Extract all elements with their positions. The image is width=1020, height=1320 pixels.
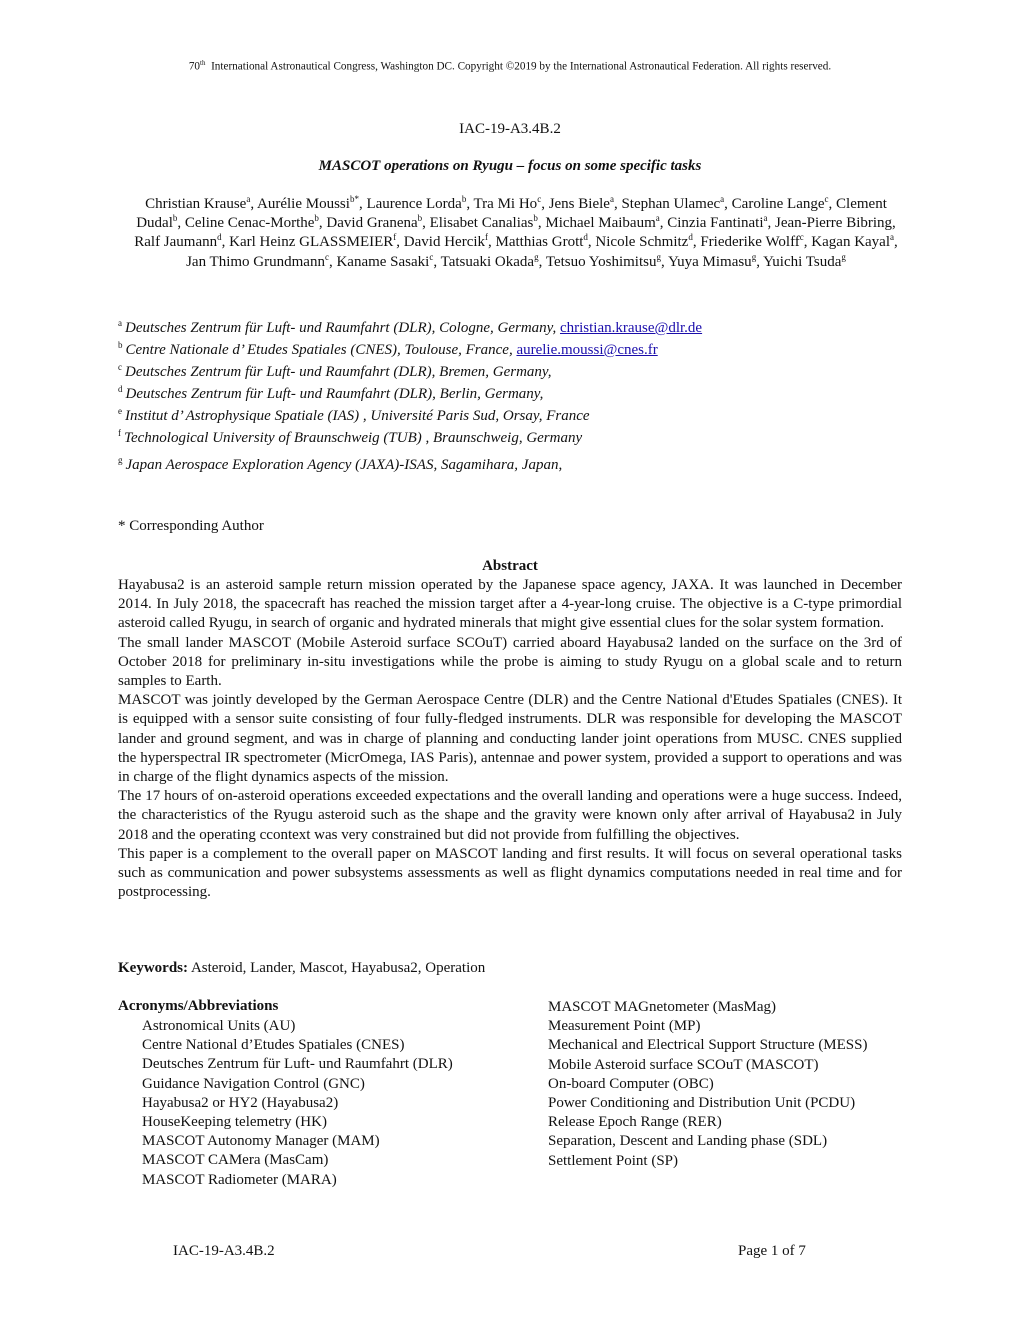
author-name: Tatsuaki Okada [440, 253, 535, 270]
keywords [118, 960, 485, 977]
author-name: Clement Dudal [136, 196, 887, 232]
author-affiliation-mark: c [799, 232, 804, 243]
keywords-label: Keywords: [118, 960, 188, 976]
author-affiliation-mark: b* [349, 194, 359, 204]
author-name: Ralf Jaumann [134, 234, 218, 251]
acronym-item: Release Epoch Range (RER) [548, 1114, 722, 1131]
affiliation-c [118, 356, 898, 378]
abstract-paragraph: MASCOT was jointly developed by the German Aerospace Centre (DLR) and the Centre National d'Etudes Spatiales (CNES). It is equipped with a sensor suite consisting of four fully-fledged instruments. DLR was responsible for developing the MASCOT lander and ground segment, and was in charge of planning and conducting lander joint operations from MUSC. CNES supplied the hyperspectral IR spectrometer (MicrOmega, IAS Paris), antennae and power system, provided a support to operations and was in charge of the flight dynamics aspects of the mission. [118, 692, 902, 786]
abstract-paragraph: Hayabusa2 is an asteroid sample return mission operated by the Japanese space agency, JAXA. It was launched in December 2014. In July 2018, the spacecraft has reached the mission target after a 4-year-long cruise. The objective is a C-type primordial asteroid called Ryugu, in search of organic and hydrated minerals that might give essential clues for the solar system formation. [118, 577, 902, 632]
paper-id: IAC-19-A3.4B.2 [459, 121, 561, 137]
affiliation-key: a [118, 318, 122, 328]
header-ordinal: 70 [188, 60, 201, 73]
author-affiliation-mark: c [537, 194, 542, 204]
author-name: Michael Maibaum [545, 215, 656, 232]
author-affiliation-mark: g [751, 251, 757, 262]
author-affiliation-mark: b [417, 213, 423, 224]
author-affiliation-mark: b [461, 194, 467, 204]
affiliation-text: Japan Aerospace Exploration Agency (JAXA)-ISAS, Sagamihara, Japan, [125, 457, 563, 473]
author-affiliation-mark: a [720, 194, 725, 204]
affiliation-key: c [118, 362, 122, 372]
header-ordinal-suffix: th [200, 59, 206, 67]
author-name: Kaname Sasaki [336, 253, 430, 270]
author-affiliation-mark: b [314, 213, 319, 224]
acronym-item: Separation, Descent and Landing phase (SDL) [548, 1133, 828, 1150]
author-name: Caroline Lange [731, 196, 825, 212]
affiliation-key: e [118, 406, 122, 416]
acronym-item: Guidance Navigation Control (GNC) [142, 1075, 365, 1092]
author-name: Kagan Kayal [811, 234, 891, 251]
author-name: Stephan Ulamec [621, 196, 721, 212]
author-affiliation-mark: a [246, 194, 251, 204]
author-affiliation-mark: b [533, 213, 538, 224]
affiliation-key: d [118, 384, 123, 394]
affiliation-text: Institut d’ Astrophysique Spatiale (IAS) , Université Paris Sud, Orsay, France [125, 408, 590, 424]
author-name: Cinzia Fantinati [667, 215, 764, 232]
author-affiliation-mark: g [841, 251, 846, 262]
acronym-item: Hayabusa2 or HY2 (Hayabusa2) [142, 1094, 339, 1111]
acronyms-right-column [548, 998, 902, 1171]
author-list: Christian Krause$^a$, Aurélie Moussi$^{b*}$, Laurence Lorda$^b$, Tra Mi Ho$^c$, Jens Biele$^a$, Stephan Ulamec$^a$, Caroline Lange$^c$, Clement Dudal$^b$, Celine Cenac-Morthe$^b$, David Granena$^b$, Elisabet Canalias$^b$, Michael Maibaum$^a$, Cinzia Fantinati$^a$, Jean-Pierre Bibring, Ralf Jaumann$^d$, Karl Heinz GLASSMEIER$^f$, David Hercik$^f$, Matthias Grott$^d$, Nicole Schmitz$^d$, Friederike Wolff$^c$, Kagan Kayal$^a$, Jan Thimo Grundmann$^c$, Kaname Sasaki$^c$, Tatsuaki Okada$^g$, Tetsuo Yoshimitsu$^g$, Yuya Mimasu$^g$, Yuichi Tsuda$^g$ [134, 194, 898, 270]
paper-title: MASCOT operations on Ryugu – focus on some specific tasks [318, 158, 702, 174]
author-name: Friederike Wolff [700, 234, 800, 251]
author-affiliation-mark: g [656, 251, 661, 262]
author-name: David Hercik [403, 234, 486, 251]
affiliation-a [118, 312, 898, 334]
acronym-item: MASCOT CAMera (MasCam) [142, 1152, 329, 1169]
author-name: Matthias Grott [495, 234, 584, 251]
acronym-item: MASCOT Autonomy Manager (MAM) [142, 1133, 380, 1150]
acronym-item: HouseKeeping telemetry (HK) [142, 1114, 327, 1131]
abstract-paragraph: The small lander MASCOT (Mobile Asteroid surface SCOuT) carried aboard Hayabusa2 landed on the surface on the 3rd of October 2018 for preliminary in-situ investigations while the probe is aiming to study Ryugu on a global scale and to return samples to Earth. [118, 634, 902, 690]
acronym-item: Mobile Asteroid surface SCOuT (MASCOT) [548, 1056, 819, 1073]
affiliation-g [118, 449, 898, 471]
acronym-item: Measurement Point (MP) [548, 1018, 701, 1035]
author-affiliation-mark: d [583, 232, 588, 243]
author-name: Jens Biele [548, 196, 610, 212]
author-name: Celine Cenac-Morthe [184, 215, 315, 232]
email-link[interactable]: christian.krause@dlr.de [559, 320, 703, 336]
abstract-body [118, 576, 902, 902]
author-affiliation-mark: a [655, 213, 660, 224]
footer-paper-id: IAC-19-A3.4B.2 [173, 1243, 275, 1259]
author-affiliation-mark: c [824, 194, 829, 204]
author-affiliation-mark: c [429, 251, 434, 262]
affiliation-list [118, 312, 898, 471]
author-affiliation-mark: d [688, 232, 693, 243]
author-name: David Granena [326, 215, 418, 232]
acronym-item: Mechanical and Electrical Support Structure (MESS) [548, 1037, 868, 1054]
acronyms-heading: Acronyms/Abbreviations [118, 998, 279, 1014]
abstract-paragraph: This paper is a complement to the overall paper on MASCOT landing and first results. It will focus on several operational tasks such as communication and power subsystems assessments as well as flight dynamics computations needed in real time and for postprocessing. [118, 845, 902, 901]
acronyms-left-column [142, 1017, 522, 1190]
running-header [0, 59, 1020, 73]
acronym-item: On-board Computer (OBC) [548, 1075, 714, 1092]
author-name: Jean-Pierre Bibring [774, 215, 893, 232]
affiliation-b [118, 334, 898, 356]
acronym-item: Astronomical Units (AU) [142, 1018, 296, 1034]
author-affiliation-mark: c [324, 251, 329, 262]
acronym-item: MASCOT MAGnetometer (MasMag) [548, 999, 777, 1015]
author-affiliation-mark: f [485, 232, 489, 243]
email-link[interactable]: aurelie.moussi@cnes.fr [516, 342, 658, 358]
acronym-item: Deutsches Zentrum für Luft- und Raumfahrt (DLR) [142, 1056, 453, 1073]
affiliation-d [118, 378, 898, 400]
author-affiliation-mark: a [763, 213, 768, 224]
author-name: Jan Thimo Grundmann [186, 253, 325, 270]
abstract-heading: Abstract [482, 558, 538, 574]
author-affiliation-mark: a [609, 194, 614, 204]
author-affiliation-mark: b [172, 213, 178, 224]
affiliation-text: Centre Nationale d’ Etudes Spatiales (CNES), Toulouse, France, [125, 342, 513, 358]
author-name: Yuya Mimasu [667, 253, 752, 270]
abstract-paragraph: The 17 hours of on-asteroid operations exceeded expectations and the overall landing and operations were a huge success. Indeed, the characteristics of the Ryugu asteroid such as the shape and the gravity were known only after arrival of Hayabusa2 in July 2018 and the operating ccontext was very constrained but did not provide from fulfilling the objectives. [118, 788, 902, 843]
author-name: Tetsuo Yoshimitsu [545, 253, 657, 270]
affiliation-key: b [118, 340, 123, 350]
affiliation-text: Deutsches Zentrum für Luft- und Raumfahrt (DLR), Cologne, Germany, [125, 320, 557, 336]
author-affiliation-mark: d [217, 232, 222, 243]
author-name: Karl Heinz GLASSMEIER [229, 234, 394, 251]
footer-page-number: Page 1 of 7 [738, 1243, 806, 1259]
affiliation-key: f [118, 428, 121, 438]
affiliation-e [118, 400, 898, 422]
header-text: International Astronautical Congress, Washington DC. Copyright ©2019 by the International Astronautical Federation. All rights reserved. [211, 60, 832, 73]
keywords-text: Asteroid, Lander, Mascot, Hayabusa2, Operation [190, 960, 486, 976]
acronym-item: MASCOT Radiometer (MARA) [142, 1171, 337, 1188]
acronym-item: Settlement Point (SP) [548, 1152, 679, 1169]
affiliation-key: g [118, 455, 123, 465]
acronym-item: Power Conditioning and Distribution Unit (PCDU) [548, 1095, 856, 1112]
author-affiliation-mark: a [890, 232, 895, 243]
author-name: Elisabet Canalias [429, 215, 534, 232]
affiliation-text: Technological University of Braunschweig (TUB) , Braunschweig, Germany [124, 430, 583, 446]
author-name: Laurence Lorda [366, 196, 462, 212]
corresponding-author-note: * Corresponding Author [118, 518, 264, 534]
author-affiliation-mark: f [393, 232, 397, 243]
author-name: Tra Mi Ho [473, 196, 538, 212]
affiliation-text: Deutsches Zentrum für Luft- und Raumfahrt (DLR), Bremen, Germany, [125, 364, 552, 380]
acronym-item: Centre National d’Etudes Spatiales (CNES) [142, 1037, 405, 1054]
author-name: Christian Krause [145, 196, 247, 212]
author-affiliation-mark: g [534, 251, 539, 262]
author-name: Nicole Schmitz [595, 234, 689, 251]
author-name: Aurélie Moussi [257, 196, 350, 212]
affiliation-text: Deutsches Zentrum für Luft- und Raumfahrt (DLR), Berlin, Germany, [125, 386, 544, 402]
affiliation-f [118, 422, 898, 444]
author-name: Yuichi Tsuda [763, 253, 842, 270]
